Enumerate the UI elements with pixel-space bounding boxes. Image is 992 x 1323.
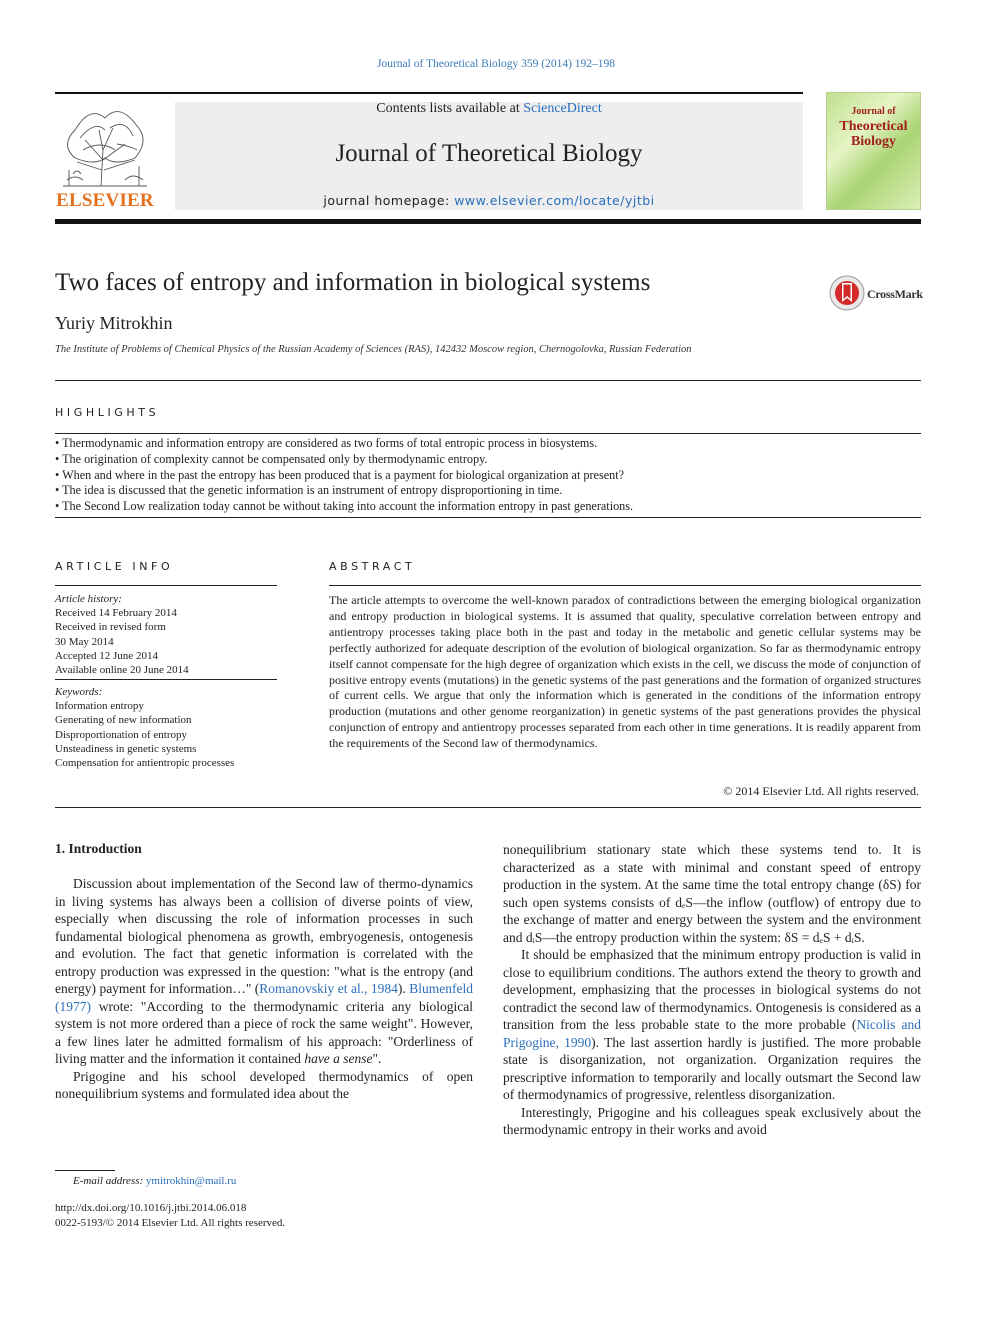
paragraph: Prigogine and his school developed thermodynamics of open nonequilibrium systems and formulated idea about the [55, 1068, 473, 1101]
paragraph: nonequilibrium stationary state which these systems tend to. It is characterized as a state with minimal and constant speed of entropy production in the system. At the same time the total entropy change (δS) for such open systems consists of dₑS—the inflow (outflow) of entropy due to the exchange of matter and energy between the system and the environment and dᵢS—the entropy production within the system: δS = dₑS + dᵢS. [503, 842, 921, 945]
email-footnote [73, 1175, 236, 1187]
crossmark-icon[interactable] [829, 275, 865, 311]
history-entry: Accepted 12 June 2014 [55, 649, 158, 662]
keyword: Disproportionation of entropy [55, 728, 187, 741]
emphasis-text: have a sense [304, 1051, 373, 1066]
history-entry: 30 May 2014 [55, 635, 114, 648]
highlights-top-rule [55, 433, 921, 434]
abstract-text: The article attempts to overcome the well-known paradox of contradictions between the emerging biological organization and entropy production in biological systems. It is assumed that quality, speculative correlation between entropy and antientropy processes taking place both in the past and today in the metabolic and genetic cellular systems may be perfectly authorized for adequate description of the evolution of biological organization. So far as thermodynamic entropy itself cannot compensate for the high degree of organization which exists in the cell, we discuss the mode of conjunction of positive entropy events (mutations) in the genetic systems of the past generations and the formation of organized structures of current cells. We argue that only the information which is generated in the conditions of the information entropy production (mutations and other genome reorganization) in genetic systems of the past generations provides the physical conjunction of entropy and antientropy processes separated from each other in time generations. It is readily apparent from the requirements of the Second law of thermodynamics. [329, 593, 921, 751]
masthead-bottom-rule [55, 219, 921, 224]
article-history [55, 592, 277, 677]
journal-title: Journal of Theoretical Biology [335, 140, 643, 167]
keyword: Information entropy [55, 700, 144, 713]
email-link[interactable]: ymitrokhin@mail.ru [145, 1175, 237, 1187]
masthead-top-rule [55, 92, 803, 94]
keywords-rule [55, 679, 277, 680]
history-label: Article history: [55, 593, 122, 605]
highlight-item: • The idea is discussed that the genetic information is an instrument of entropy disproportioning in time. [55, 483, 563, 498]
keywords [55, 685, 277, 770]
history-entry: Received in revised form [55, 621, 166, 634]
keyword: Compensation for antientropic processes [55, 757, 235, 770]
keywords-label: Keywords: [55, 686, 103, 698]
abstract-copyright: © 2014 Elsevier Ltd. All rights reserved. [723, 784, 919, 798]
text-run: ). The last assertion hardly is justified. The more probable state is disorganization, not organization. Organization requires the prescriptive information to temporarily and locally outsmart the Second law of thermodynamics of progressive, relentless disorganization. [503, 1034, 921, 1102]
sciencedirect-link[interactable]: ScienceDirect [523, 101, 602, 116]
homepage-link[interactable]: www.elsevier.com/locate/yjtbi [454, 193, 655, 208]
cover-line-3: Biology [850, 134, 897, 149]
cover-line-2: Theoretical [839, 119, 908, 134]
citation-link[interactable]: Nicolis and Prigogine, 1990 [503, 1017, 921, 1050]
citation-link[interactable]: Blumenfeld (1977) [55, 981, 474, 1014]
right-column [503, 841, 921, 1139]
paragraph [503, 946, 921, 1104]
crossmark-label[interactable]: CrossMark [867, 287, 923, 301]
cover-line-1: Journal of [851, 106, 896, 117]
section-heading-introduction: 1. Introduction [55, 841, 142, 856]
text-run: wrote: "According to the thermodynamic criteria any biological system is not more ordered than a piece of rock the same weight". However, a few lines later he admitted formalism of his approach: "Orderliness of living matter and the information it contained [55, 998, 473, 1066]
doi-link[interactable]: http://dx.doi.org/10.1016/j.jtbi.2014.06.018 [55, 1202, 247, 1214]
text-run: Discussion about implementation of the Second law of thermo-dynamics in living systems has always been a collision of diverse points of view, especially when discussing the role of information processes in such fundamental biological phenomena as growth, embryogenesis, ontogenesis and evolution. The fact that genetic information is correlated with the entropy production was expressed in the question: "what is the entropy (and energy) payment for information…" ( [55, 876, 473, 996]
citation-link[interactable]: Romanovskiy et al., 1984 [259, 981, 398, 996]
issn-copyright: 0022-5193/© 2014 Elsevier Ltd. All rights reserved. [55, 1217, 286, 1229]
journal-homepage [175, 193, 803, 208]
footnote-rule [55, 1170, 115, 1171]
highlights-bottom-rule [55, 517, 921, 518]
abstract-heading: ABSTRACT [329, 560, 416, 573]
history-entry: Received 14 February 2014 [55, 607, 177, 620]
abstract-bottom-rule [55, 807, 921, 808]
highlights-list [55, 436, 921, 515]
contents-prefix: Contents lists available at [376, 101, 524, 116]
text-run: It should be emphasized that the minimum entropy production is valid in close to equilibrium conditions. The authors extend the theory to growth and development, emphasizing that the processes in biological systems do not contradict the second law of thermodynamics. Ontogenesis is considered as a transition from the less probable state to the more probable ( [503, 947, 921, 1032]
journal-cover-title [826, 104, 921, 149]
highlights-heading: HIGHLIGHTS [55, 406, 160, 419]
author-name: Yuriy Mitrokhin [55, 313, 173, 333]
keyword: Generating of new information [55, 714, 192, 727]
article-info-heading: ARTICLE INFO [55, 560, 174, 573]
email-label: E-mail address: [73, 1175, 146, 1187]
highlight-item: • The origination of complexity cannot be compensated only by thermodynamic entropy. [55, 451, 488, 466]
title-divider [55, 380, 921, 381]
history-entry: Available online 20 June 2014 [55, 664, 189, 677]
elsevier-wordmark[interactable]: ELSEVIER [56, 190, 154, 211]
left-column [55, 875, 473, 1103]
highlight-item: • Thermodynamic and information entropy are considered as two forms of total entropic process in biosystems. [55, 436, 598, 450]
journal-citation[interactable]: Journal of Theoretical Biology 359 (2014) 192–198 [376, 58, 616, 70]
text-run: ". [372, 1051, 382, 1066]
paper-title: Two faces of entropy and information in biological systems [55, 269, 651, 296]
contents-line [175, 101, 803, 117]
paragraph: Interestingly, Prigogine and his colleagues speak exclusively about the thermodynamic entropy in their works and avoid [503, 1104, 921, 1137]
keyword: Unsteadiness in genetic systems [55, 742, 197, 755]
abstract-rule [329, 585, 921, 586]
author-affiliation: The Institute of Problems of Chemical Physics of the Russian Academy of Sciences (RAS), 142432 Moscow region, Chernogolovka, Russian Federation [55, 344, 692, 355]
paragraph [55, 875, 473, 1068]
homepage-prefix: journal homepage: [323, 193, 455, 208]
text-run: ). [397, 981, 410, 996]
highlight-item: • When and where in the past the entropy has been produced that is a payment for biological organization at present? [55, 467, 624, 482]
article-info-rule [55, 585, 277, 586]
highlight-item: • The Second Low realization today cannot be without taking into account the information entropy in past generations. [55, 499, 634, 514]
